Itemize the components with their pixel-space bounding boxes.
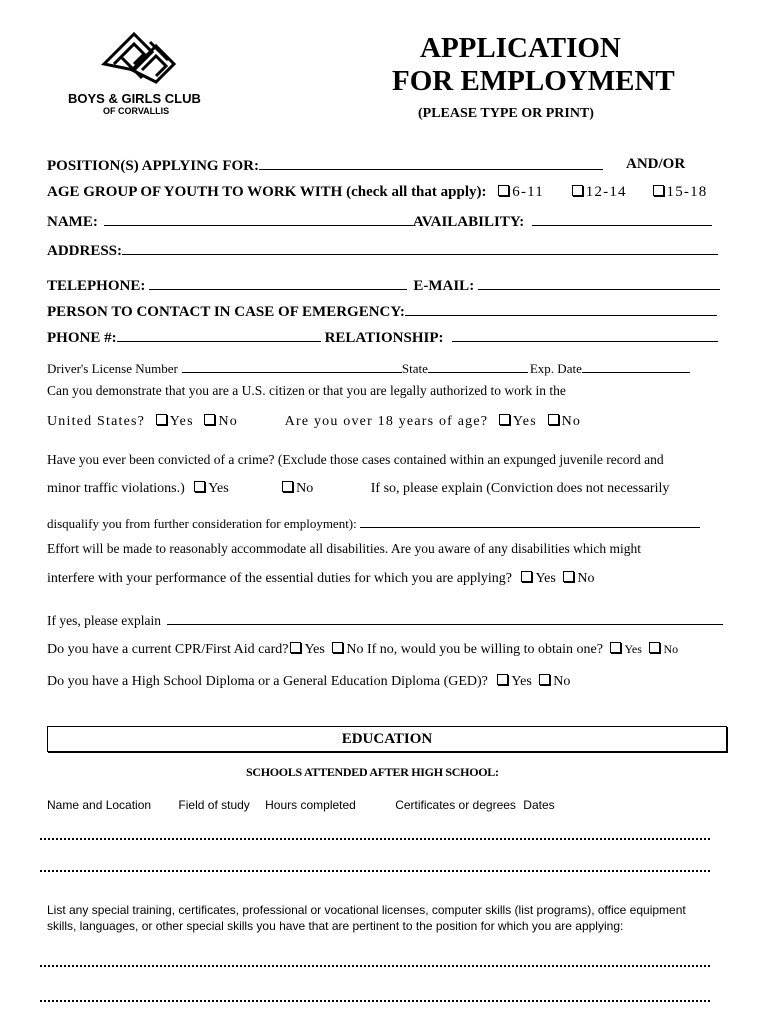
logo-name: BOYS & GIRLS CLUB (68, 91, 201, 106)
phone-row (47, 328, 718, 347)
cpr-obtain-no-checkbox[interactable] (649, 642, 660, 653)
no-label: No (553, 674, 571, 689)
yes-label: Yes (535, 571, 556, 586)
logo-location: OF CORVALLIS (103, 106, 170, 116)
citizen-yes-checkbox[interactable] (156, 414, 167, 425)
no-label: No (561, 414, 582, 429)
special-skills-line-1[interactable] (40, 965, 710, 967)
age-option-label: 6-11 (512, 184, 544, 200)
yes-label: Yes (169, 414, 194, 429)
license-row (47, 359, 690, 377)
citizen-question-line1: Can you demonstrate that you are a U.S. citizen or that you are legally authorized to work in the (47, 383, 566, 398)
over-18-question: Are you over 18 years of age? (284, 414, 489, 429)
column-certificates: Certificates or degrees (395, 798, 516, 812)
telephone-label: TELEPHONE: (47, 278, 146, 294)
if-yes-label: If yes, please explain (47, 613, 161, 628)
citizen-row (47, 414, 581, 430)
age-6-11-checkbox[interactable] (498, 185, 509, 196)
crime-explain-field[interactable] (360, 514, 700, 528)
availability-field[interactable] (532, 212, 712, 226)
emergency-label: PERSON TO CONTACT IN CASE OF EMERGENCY: (47, 304, 405, 320)
state-label: State (401, 361, 428, 376)
page-subtitle: (PLEASE TYPE OR PRINT) (418, 106, 594, 121)
state-field[interactable] (428, 359, 528, 373)
diploma-question: Do you have a High School Diploma or a General Education Diploma (GED)? (47, 674, 488, 689)
special-skills-line-2[interactable] (40, 1000, 710, 1002)
emergency-field[interactable] (405, 302, 717, 316)
column-dates: Dates (523, 798, 555, 812)
address-field[interactable] (122, 241, 718, 255)
yes-label: Yes (624, 642, 642, 656)
relationship-field[interactable] (452, 328, 718, 342)
crime-question-line1: Have you ever been convicted of a crime? (Exclude those cases contained within an expunged juvenile record and (47, 452, 664, 467)
yes-label: Yes (208, 481, 229, 496)
email-label: E-MAIL: (413, 278, 475, 294)
page-title-line2: FOR EMPLOYMENT (392, 65, 675, 97)
exp-date-field[interactable] (582, 359, 690, 373)
position-field[interactable] (259, 156, 603, 170)
if-yes-row (47, 611, 723, 629)
yes-label: Yes (511, 674, 532, 689)
crime-row (47, 481, 669, 497)
over-18-no-checkbox[interactable] (548, 414, 559, 425)
education-columns (47, 798, 555, 812)
phone-field[interactable] (117, 328, 321, 342)
cpr-question: Do you have a current CPR/First Aid card? (47, 642, 289, 657)
address-row (47, 241, 718, 260)
email-field[interactable] (478, 276, 720, 290)
name-field[interactable] (104, 212, 413, 226)
exp-date-label: Exp. Date (529, 361, 582, 376)
name-label: NAME: (47, 214, 98, 230)
page-title-line1: APPLICATION (420, 32, 621, 64)
education-heading: EDUCATION (341, 731, 433, 747)
age-option-label: 12-14 (585, 184, 627, 200)
phone-label: PHONE #: (47, 330, 117, 346)
age-group-row (47, 184, 708, 201)
availability-label: AVAILABILITY: (412, 214, 525, 230)
name-row (47, 212, 712, 231)
column-name-location: Name and Location (47, 798, 152, 812)
cpr-no-followup: No If no, would you be willing to obtain one? (346, 642, 603, 657)
crime-explain-label: If so, please explain (Conviction does not necessarily (370, 481, 670, 496)
crime-question-line2: minor traffic violations.) (47, 481, 185, 496)
crime-no-checkbox[interactable] (282, 481, 293, 492)
telephone-row (47, 276, 720, 295)
license-field[interactable] (182, 359, 402, 373)
disability-question-line2: interfere with your performance of the essential duties for which you are applying? (47, 571, 512, 586)
column-hours-completed: Hours completed (265, 798, 356, 812)
disability-question-line1: Effort will be made to reasonably accommodate all disabilities. Are you aware of any disabilities which might (47, 541, 641, 556)
relationship-label: RELATIONSHIP: (324, 330, 444, 346)
over-18-yes-checkbox[interactable] (499, 414, 510, 425)
age-group-label: AGE GROUP OF YOUTH TO WORK WITH (check all that apply): (47, 184, 487, 200)
disability-row (47, 571, 594, 587)
yes-label: Yes (304, 642, 325, 657)
disability-yes-checkbox[interactable] (521, 571, 532, 582)
no-label: No (218, 414, 238, 429)
education-heading-box (47, 726, 727, 752)
telephone-field[interactable] (149, 276, 407, 290)
education-entry-line-1[interactable] (40, 838, 710, 840)
yes-label: Yes (512, 414, 537, 429)
crime-question-line3: disqualify you from further consideration for employment): (47, 516, 357, 531)
cpr-no-checkbox[interactable] (332, 642, 343, 653)
age-12-14-checkbox[interactable] (572, 185, 583, 196)
if-yes-field[interactable] (167, 611, 723, 625)
andor-label: AND/OR (626, 156, 686, 172)
cpr-row (47, 642, 678, 658)
education-entry-line-2[interactable] (40, 870, 710, 872)
crime-yes-checkbox[interactable] (194, 481, 205, 492)
position-row (47, 156, 603, 175)
age-15-18-checkbox[interactable] (653, 185, 664, 196)
diploma-no-checkbox[interactable] (539, 674, 550, 685)
no-label: No (663, 642, 679, 656)
address-label: ADDRESS: (47, 243, 123, 259)
citizen-question-line2: United States? (47, 414, 146, 429)
position-label: POSITION(S) APPLYING FOR: (47, 158, 259, 174)
column-field-of-study: Field of study (178, 798, 250, 812)
cpr-yes-checkbox[interactable] (290, 642, 301, 653)
age-option-label: 15-18 (666, 184, 708, 200)
crime-explain-row (47, 514, 700, 532)
special-skills-line1: List any special training, certificates, professional or vocational licenses, computer skills (list programs), office equipment (47, 903, 686, 917)
emergency-row (47, 302, 717, 321)
diploma-yes-checkbox[interactable] (497, 674, 508, 685)
boys-girls-club-logo-icon (94, 24, 190, 88)
license-label: Driver's License Number (47, 361, 178, 376)
special-skills-line2: skills, languages, or other special skills you have that are pertinent to the position for which you are applying: (47, 919, 624, 933)
no-label: No (577, 571, 595, 586)
citizen-no-checkbox[interactable] (204, 414, 215, 425)
no-label: No (296, 481, 314, 496)
schools-subheading: SCHOOLS ATTENDED AFTER HIGH SCHOOL: (246, 765, 499, 779)
diploma-row (47, 674, 570, 690)
cpr-obtain-yes-checkbox[interactable] (610, 642, 621, 653)
disability-no-checkbox[interactable] (563, 571, 574, 582)
